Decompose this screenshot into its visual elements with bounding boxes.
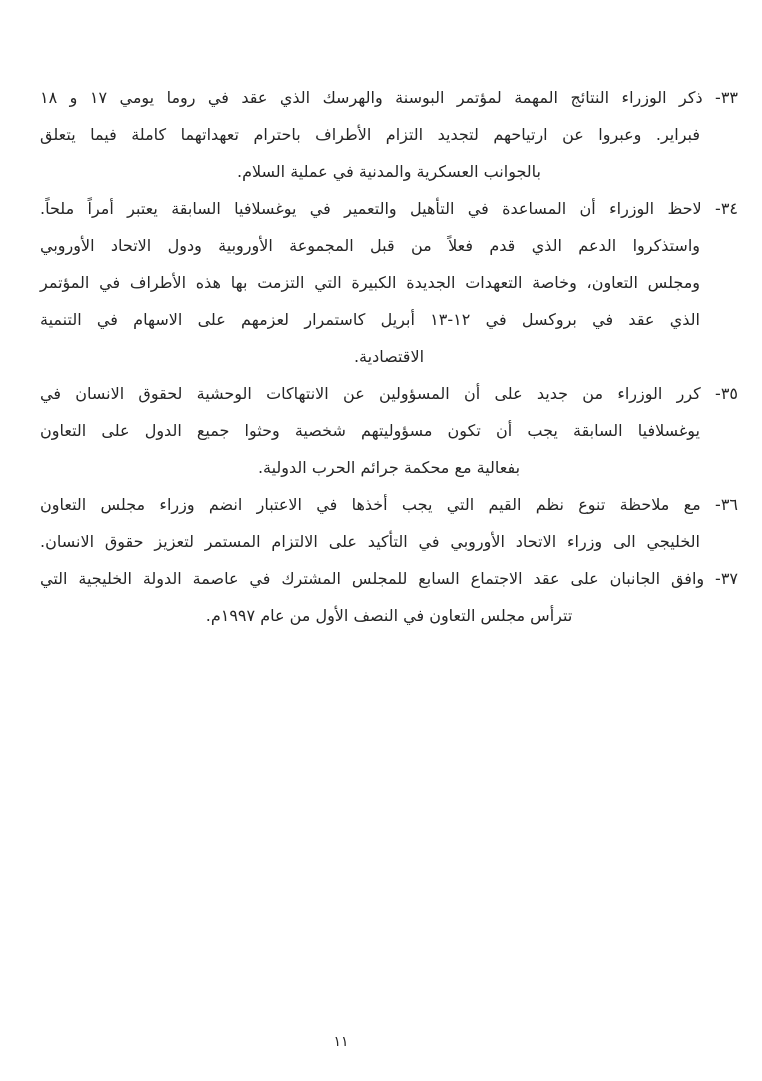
text-line: الاقتصادية. (353, 347, 425, 366)
text-line: واستذكروا الدعم الذي قدم فعلاً من قبل المجموعة الأوروبية ودول الاتحاد الأوروبي (40, 236, 700, 255)
text-line: بفعالية مع محكمة جرائم الحرب الدولية. (257, 458, 521, 477)
page-number: ١١ (333, 1034, 349, 1050)
communique-paragraphs (40, 79, 738, 634)
text-line: فبراير. وعبروا عن ارتياحهم لتجديد التزام الأطراف باحترام تعهداتهما كاملة فيما يتعلق (40, 125, 700, 144)
text-line: ٣٧- وافق الجانبان على عقد الاجتماع السابع للمجلس المشترك في عاصمة الدولة الخليجية التي (40, 569, 738, 588)
text-line: ومجلس التعاون، وخاصة التعهدات الجديدة الكبيرة التي التزمت بها هذه الأطراف في المؤتمر (40, 273, 700, 292)
text-line: ٣٤- لاحظ الوزراء أن المساعدة في التأهيل والتعمير في يوغسلافيا السابقة يعتبر أمراً ملحاً. (40, 199, 738, 218)
text-line: بالجوانب العسكرية والمدنية في عملية السلام. (236, 162, 541, 181)
text-line: الخليجي الى وزراء الاتحاد الأوروبي في التأكيد على الالتزام المستمر لتعزيز حقوق الانسان. (40, 532, 700, 551)
numbered-paragraph-٣٧ (40, 560, 738, 634)
numbered-paragraph-٣٤ (40, 190, 738, 375)
text-line: ٣٥- كرر الوزراء من جديد على أن المسؤولين عن الانتهاكات الوحشية لحقوق الانسان في (40, 384, 738, 403)
text-line: تترأس مجلس التعاون في النصف الأول من عام ١٩٩٧م. (205, 606, 573, 625)
text-line: الذي عقد في بروكسل في ١٢-١٣ أبريل كاستمرار لعزمهم على الاسهام في التنمية (40, 310, 700, 329)
text-line: يوغسلافيا السابقة يجب أن تكون مسؤوليتهم شخصية وحثوا جميع الدول على التعاون (40, 421, 700, 440)
numbered-paragraph-٣٥ (40, 375, 738, 486)
text-line: ٣٦- مع ملاحظة تنوع نظم القيم التي يجب أخذها في الاعتبار انضم وزراء مجلس التعاون (40, 495, 738, 514)
text-line: ٣٣- ذكر الوزراء النتائج المهمة لمؤتمر البوسنة والهرسك الذي عقد في روما يومي ١٧ و ١٨ (40, 88, 739, 107)
numbered-paragraph-٣٦ (40, 486, 738, 560)
numbered-paragraph-٣٣ (40, 79, 738, 190)
